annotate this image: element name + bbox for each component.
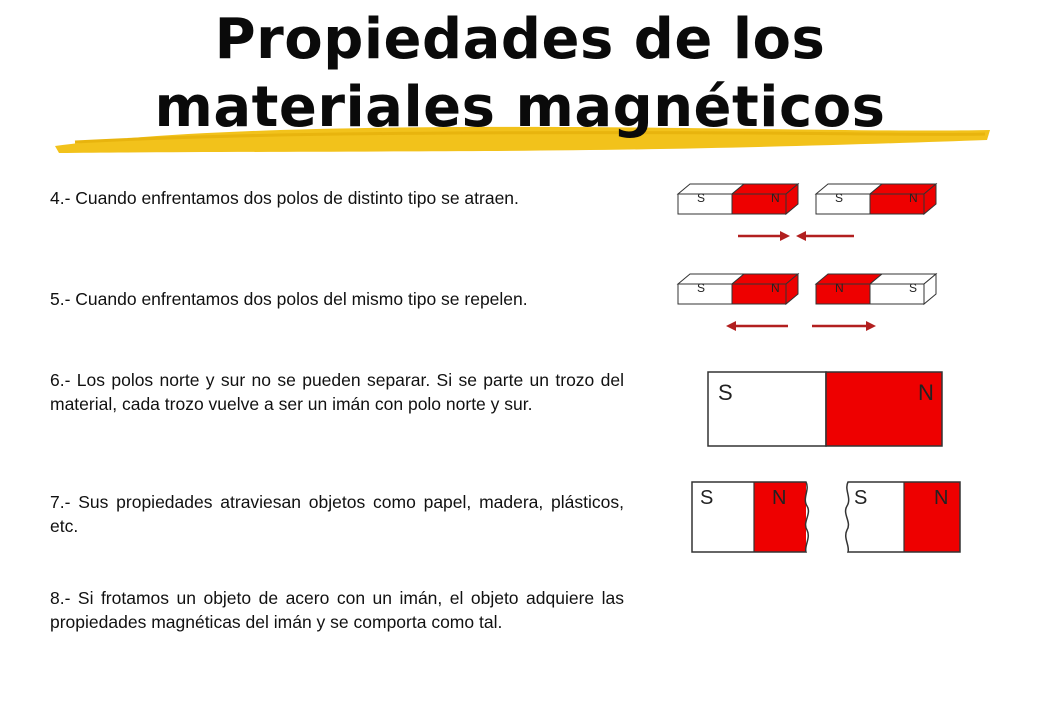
property-item-8: 8.- Si frotamos un objeto de acero con un imán, el objeto adquiere las propiedades magnéticas del imán y se comporta como tal. [50, 588, 624, 632]
magnet-piece-right [846, 482, 960, 552]
magnet-bar-left [678, 184, 798, 214]
property-item-7: 7.- Sus propiedades atraviesan objetos como papel, madera, plásticos, etc. [50, 492, 624, 536]
pole-label-n: N [771, 191, 780, 205]
title-line-1: Propiedades de los [214, 7, 826, 72]
attraction-diagram [670, 176, 980, 246]
whole-magnet-diagram [700, 366, 950, 452]
arrow-left-icon [796, 231, 854, 241]
pole-label-n: N [934, 487, 949, 509]
pole-label-n: N [771, 281, 780, 295]
pole-label-n: N [918, 380, 934, 405]
property-item-4: 4.- Cuando enfrentamos dos polos de distinto tipo se atraen. [50, 188, 519, 208]
magnet-piece-left [692, 482, 808, 552]
broken-magnet-diagram [686, 474, 966, 560]
pole-label-s: S [909, 281, 918, 295]
property-item-6: 6.- Los polos norte y sur no se pueden separar. Si se parte un trozo del material, cada trozo vuelve a ser un imán con polo norte y sur. [50, 370, 624, 414]
pole-label-s: S [835, 191, 844, 205]
arrow-right-icon [812, 321, 876, 331]
pole-label-n: N [835, 281, 844, 295]
arrow-left-icon [726, 321, 788, 331]
pole-label-s: S [697, 191, 706, 205]
title-line-2: materiales magnéticos [154, 75, 886, 140]
magnet-bar-left [678, 274, 798, 304]
property-item-5: 5.- Cuando enfrentamos dos polos del mismo tipo se repelen. [50, 289, 528, 309]
page-title [0, 6, 1040, 142]
pole-label-s: S [718, 380, 733, 405]
pole-label-s: S [854, 487, 868, 509]
pole-label-s: S [700, 487, 714, 509]
magnet-bar-right [816, 184, 936, 214]
pole-label-n: N [772, 487, 787, 509]
pole-label-s: S [697, 281, 706, 295]
magnet-bar-right-reversed [816, 274, 936, 304]
pole-label-n: N [909, 191, 918, 205]
arrow-right-icon [738, 231, 790, 241]
repulsion-diagram [670, 266, 980, 336]
